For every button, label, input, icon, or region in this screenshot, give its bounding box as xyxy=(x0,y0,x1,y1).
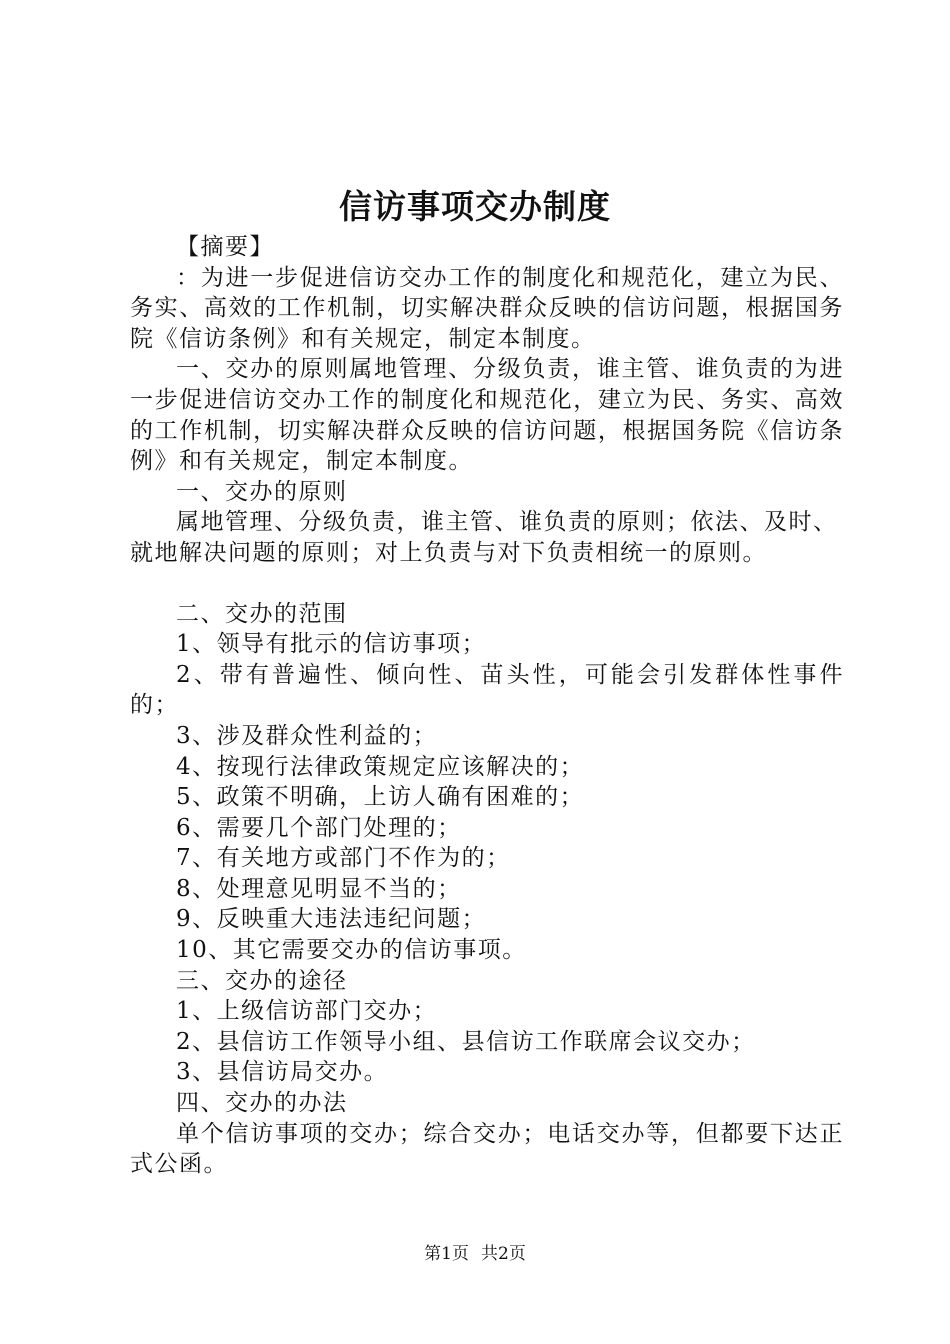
abstract-paragraph: ：为进一步促进信访交办工作的制度化和规范化，建立为民、务实、高效的工作机制，切实解决群众反映的信访问题，根据国务院《信访条例》和有关规定，制定本制度。 xyxy=(130,264,844,352)
list-item: 9、反映重大违法违纪问题； xyxy=(176,906,487,933)
section-heading-scope: 二、交办的范围 xyxy=(176,600,348,627)
section-heading-principles: 一、交办的原则 xyxy=(176,478,348,505)
list-item: 7、有关地方或部门不作为的； xyxy=(176,845,511,872)
page-total: 共2页 xyxy=(481,1244,526,1264)
list-item: 8、处理意见明显不当的； xyxy=(176,875,462,902)
section-heading-channels: 三、交办的途径 xyxy=(176,967,348,994)
intro-paragraph: 一、交办的原则属地管理、分级负责，谁主管、谁负责的为进一步促进信访交办工作的制度化和规范化，建立为民、务实、高效的工作机制，切实解决群众反映的信访问题，根据国务院《信访条例》和有关规定，制定本制度。 xyxy=(130,356,844,475)
document-title: 信访事项交办制度 xyxy=(339,187,611,226)
principles-paragraph: 属地管理、分级负责，谁主管、谁负责的原则；依法、及时、就地解决问题的原则；对上负责与对下负责相统一的原则。 xyxy=(130,509,838,566)
list-item: 2、县信访工作领导小组、县信访工作联席会议交办； xyxy=(176,1028,756,1055)
methods-paragraph: 单个信访事项的交办；综合交办；电话交办等，但都要下达正式公函。 xyxy=(130,1120,844,1178)
list-item: 2、带有普遍性、倾向性、苗头性，可能会引发群体性事件的； xyxy=(130,661,844,719)
list-item: 1、领导有批示的信访事项； xyxy=(176,631,487,658)
abstract-heading: 【摘要】 xyxy=(176,234,274,260)
list-item: 3、县信访局交办。 xyxy=(176,1059,389,1086)
list-item: 5、政策不明确，上访人确有困难的； xyxy=(176,784,585,811)
page-footer xyxy=(0,1242,950,1266)
list-item: 3、涉及群众性利益的； xyxy=(176,722,438,749)
list-item: 4、按现行法律政策规定应该解决的； xyxy=(176,753,585,780)
list-item: 10、其它需要交办的信访事项。 xyxy=(176,937,527,964)
list-item: 6、需要几个部门处理的； xyxy=(176,814,462,841)
section-heading-methods: 四、交办的办法 xyxy=(176,1090,348,1117)
blank-line xyxy=(130,569,844,599)
document-body xyxy=(130,232,844,1180)
page-number: 第1页 xyxy=(424,1244,469,1264)
list-item: 1、上级信访部门交办； xyxy=(176,998,438,1025)
